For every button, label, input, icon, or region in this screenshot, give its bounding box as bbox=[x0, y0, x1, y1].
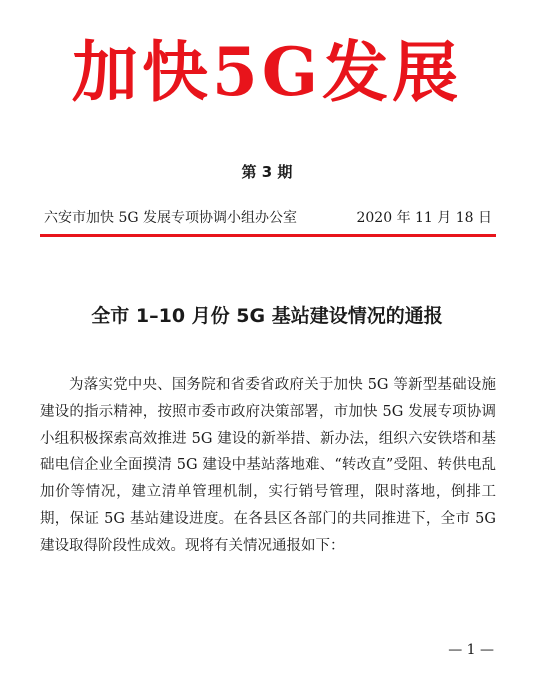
masthead-title: 加快5G发展 bbox=[71, 33, 463, 111]
issue-number: 第 3 期 bbox=[241, 163, 293, 181]
document-title: 全市 1–10 月份 5G 基站建设情况的通报 bbox=[91, 305, 443, 327]
issue-date: 2020 年 11 月 18 日 bbox=[356, 210, 492, 226]
body-paragraph: 为落实党中央、国务院和省委省政府关于加快 5G 等新型基础设施建设的指示精神，按照市委市政府决策部署，市加快 5G 发展专项协调小组积极探索高效推进 5G 建设的新举措、新办法，组织六安铁塔和基础电信企业全面摸清 5G 建设中基站落地难、“转改直”受阻、转供电乱加价等情况，建立清单管理机制，实行销号管理，限时落地，倒排工期，保证 5G 基站建设进度。在各县区各部门的共同推进下，全市 5G 建设取得阶段性成效。现将有关情况通报如下： bbox=[40, 377, 496, 554]
red-divider-line bbox=[40, 234, 496, 237]
issuing-office: 六安市加快 5G 发展专项协调小组办公室 bbox=[44, 210, 297, 226]
page-number: — 1 — bbox=[448, 642, 494, 658]
